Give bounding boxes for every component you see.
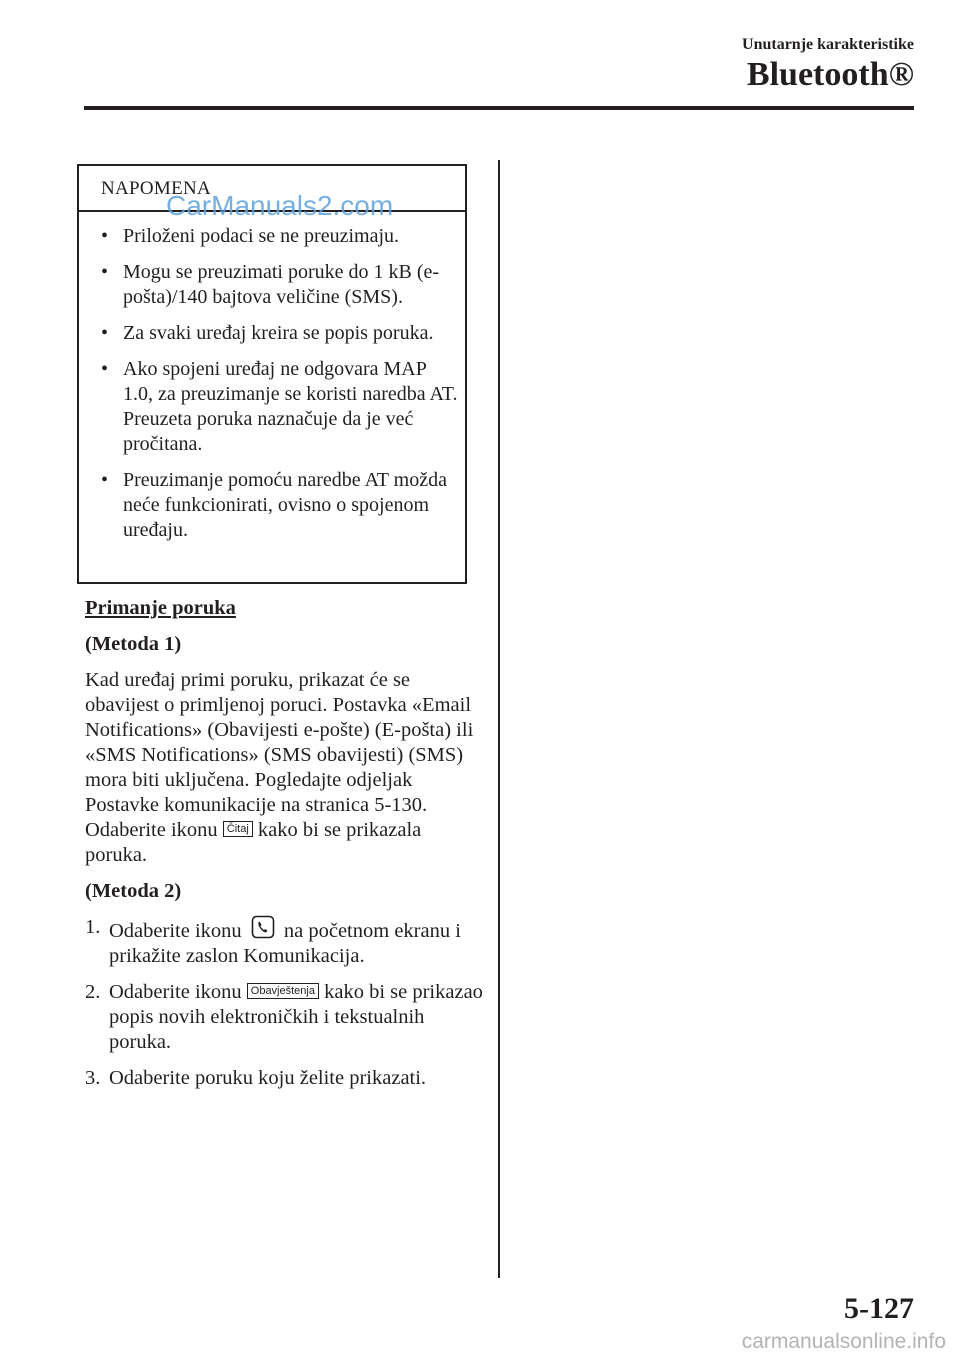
bullet-icon: •: [101, 358, 109, 380]
step-3-text: Odaberite poruku koju želite prikazati.: [109, 1067, 427, 1089]
step-2-before: Odaberite ikonu: [109, 981, 242, 1003]
method2-title: (Metoda 2): [85, 880, 182, 902]
header-section-label: Unutarnje karakteristike: [742, 36, 914, 53]
step-2: [85, 980, 485, 1055]
note-item: [101, 321, 461, 346]
step-1-before: Odaberite ikonu: [109, 920, 242, 942]
method1-paragraph: [85, 668, 485, 868]
note-item: [101, 357, 461, 457]
column-divider: [498, 160, 500, 1278]
note-box: [77, 164, 467, 584]
bullet-icon: •: [101, 469, 109, 491]
phone-icon[interactable]: [251, 915, 275, 939]
note-item-text: Za svaki uređaj kreira se popis poruka.: [123, 322, 434, 344]
method1-select-before: Odaberite ikonu: [85, 819, 218, 841]
note-item-text: Mogu se preuzimati poruke do 1 kB (e-pošta)/140 bajtova veličine (SMS).: [123, 261, 440, 308]
note-item-text: Ako spojeni uređaj ne odgovara MAP 1.0, za preuzimanje se koristi naredba AT. Preuzeta poruka naznačuje da je već pročitana.: [123, 358, 458, 455]
watermark-top: CarManuals2.com: [166, 190, 394, 221]
bullet-icon: •: [101, 261, 109, 283]
step-1: [85, 915, 485, 969]
method1-text: Kad uređaj primi poruku, prikazat će se obavijest o primljenoj poruci. Postavka «Email Notifications» (Obavijesti e-pošte) (E-pošta) ili «SMS Notifications» (SMS obavijesti) (SMS) mora biti uključena. Pogledajte odjeljak Postavke komunikacije na stranica 5-130.: [85, 669, 474, 816]
read-button[interactable]: Čitaj: [223, 821, 253, 837]
note-item-text: Preuzimanje pomoću naredbe AT možda neće funkcionirati, ovisno o spojenom uređaju.: [123, 469, 447, 541]
step-2-after: kako bi se prikazao popis novih elektroničkih i tekstualnih poruka.: [109, 981, 483, 1053]
step-1-after: na početnom ekranu i prikažite zaslon Komunikacija.: [109, 920, 461, 967]
note-item: [101, 468, 461, 543]
bullet-icon: •: [101, 322, 109, 344]
note-item: [101, 224, 461, 249]
note-list: [101, 224, 461, 554]
section-heading: Primanje poruka: [85, 597, 236, 619]
note-title: NAPOMENA: [101, 178, 212, 199]
step-number: 3.: [85, 1067, 101, 1089]
step-number: 1.: [85, 916, 101, 938]
method1-select-after: kako bi se prikazala poruka.: [85, 819, 422, 866]
method1-title: (Metoda 1): [85, 633, 182, 655]
watermark-bottom: carmanualsonline.info: [741, 1330, 946, 1353]
notifications-button[interactable]: Obavještenja: [247, 983, 319, 999]
step-3: [85, 1066, 485, 1091]
note-item-text: Priloženi podaci se ne preuzimaju.: [123, 225, 400, 247]
page-title: Bluetooth®: [746, 56, 914, 93]
page-number: 5-127: [844, 1292, 914, 1325]
step-number: 2.: [85, 981, 101, 1003]
note-item: [101, 260, 461, 310]
body-content: [85, 596, 485, 1102]
header-rule: [84, 106, 914, 110]
bullet-icon: •: [101, 225, 109, 247]
